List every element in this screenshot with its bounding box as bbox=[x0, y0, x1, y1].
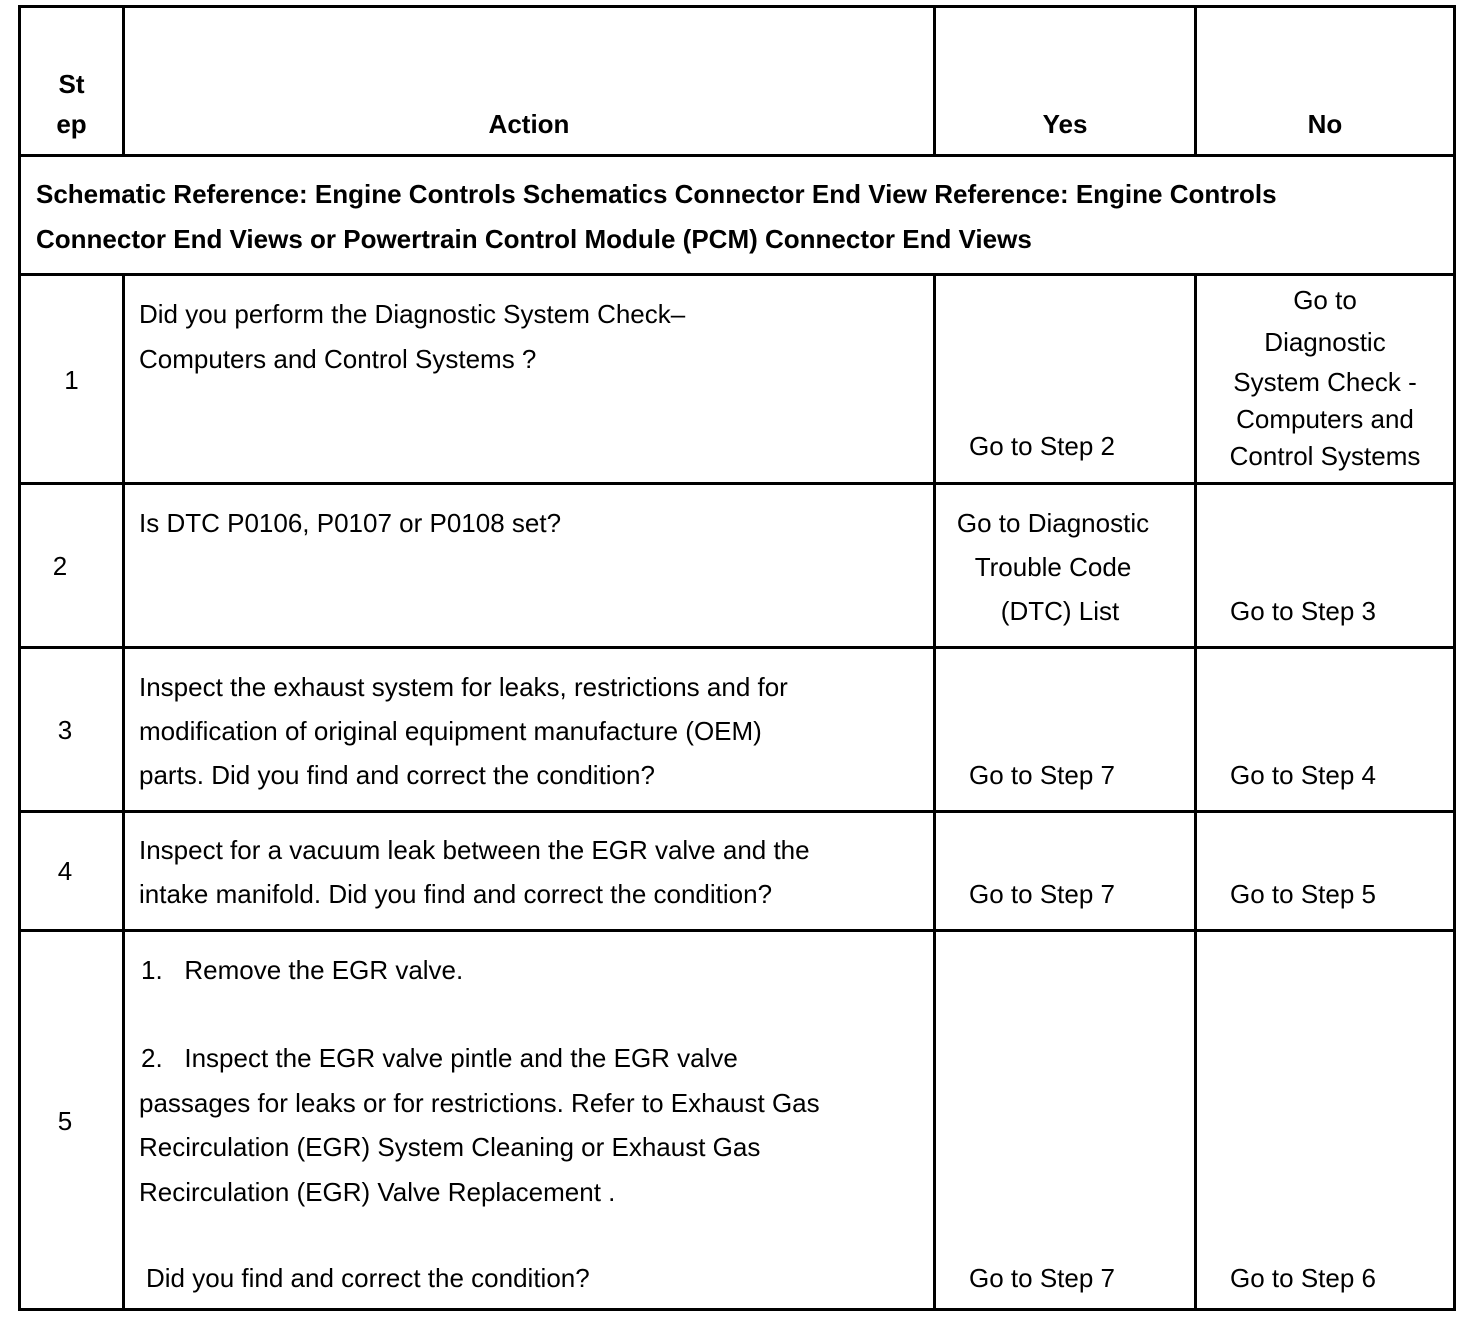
column-rule bbox=[933, 273, 936, 1311]
action-text: Recirculation (EGR) Valve Replacement . bbox=[139, 1177, 616, 1207]
no-link-line: Diagnostic bbox=[1264, 327, 1386, 357]
table-rule bbox=[21, 929, 1453, 932]
table-rule bbox=[21, 646, 1453, 649]
no-link-line: Control Systems bbox=[1229, 441, 1421, 471]
action-text: passages for leaks or for restrictions. Refer to Exhaust Gas bbox=[139, 1088, 820, 1118]
header-step bbox=[21, 64, 122, 144]
table-rule bbox=[21, 810, 1453, 813]
no-link-line: Computers and bbox=[1236, 404, 1414, 434]
yes-link[interactable] bbox=[936, 501, 1170, 633]
yes-link[interactable]: Go to Step 2 bbox=[969, 431, 1115, 461]
yes-link[interactable]: Go to Step 7 bbox=[969, 879, 1115, 909]
step-number: 4 bbox=[57, 856, 73, 886]
yes-link-line: Go to Diagnostic bbox=[956, 508, 1150, 538]
yes-link[interactable]: Go to Step 7 bbox=[969, 760, 1115, 790]
action-text: Did you find and correct the condition? bbox=[146, 1263, 590, 1293]
step-number: 3 bbox=[57, 715, 73, 745]
yes-link-line: (DTC) List bbox=[1000, 596, 1120, 626]
action-text: Did you perform the Diagnostic System Check– bbox=[139, 299, 686, 329]
action-text: Inspect for a vacuum leak between the EGR valve and the bbox=[139, 835, 810, 865]
header-step-line1: St bbox=[58, 69, 85, 99]
reference-line-1: Schematic Reference: Engine Controls Schematics Connector End View Reference: Engine Controls bbox=[36, 179, 1277, 209]
no-link[interactable]: Go to Step 5 bbox=[1230, 879, 1376, 909]
no-link-line: Go to bbox=[1293, 285, 1357, 315]
action-text: Recirculation (EGR) System Cleaning or Exhaust Gas bbox=[139, 1132, 761, 1162]
action-text: Is DTC P0106, P0107 or P0108 set? bbox=[139, 508, 562, 538]
table-rule bbox=[21, 273, 1453, 276]
header-no: No bbox=[1307, 109, 1343, 139]
column-rule bbox=[122, 273, 125, 1311]
step-number: 1 bbox=[64, 365, 79, 395]
table-rule bbox=[21, 154, 1453, 157]
action-text: Inspect the exhaust system for leaks, restrictions and for bbox=[139, 672, 788, 702]
header-yes: Yes bbox=[1042, 109, 1088, 139]
reference-line-2: Connector End Views or Powertrain Control Module (PCM) Connector End Views bbox=[36, 224, 1032, 254]
no-link-line: System Check - bbox=[1233, 367, 1417, 397]
action-text: Computers and Control Systems ? bbox=[139, 344, 537, 374]
no-link[interactable]: Go to Step 3 bbox=[1230, 596, 1376, 626]
action-text: intake manifold. Did you find and correct the condition? bbox=[139, 879, 773, 909]
yes-link[interactable]: Go to Step 7 bbox=[969, 1263, 1115, 1293]
step-number: 2 bbox=[52, 551, 68, 581]
no-link[interactable]: Go to Step 4 bbox=[1230, 760, 1376, 790]
no-link[interactable] bbox=[1197, 280, 1453, 475]
diagnostic-table bbox=[18, 5, 1456, 1311]
action-text: parts. Did you find and correct the condition? bbox=[139, 760, 655, 790]
action-text: 1. Remove the EGR valve. bbox=[141, 955, 464, 985]
header-action: Action bbox=[488, 109, 570, 139]
table-rule bbox=[21, 482, 1453, 485]
yes-link-line: Trouble Code bbox=[974, 552, 1132, 582]
header-step-line2: ep bbox=[56, 109, 87, 139]
action-text: 2. Inspect the EGR valve pintle and the EGR valve bbox=[141, 1043, 738, 1073]
action-text: modification of original equipment manufacture (OEM) bbox=[139, 716, 762, 746]
no-link[interactable]: Go to Step 6 bbox=[1230, 1263, 1376, 1293]
step-number: 5 bbox=[57, 1106, 73, 1136]
